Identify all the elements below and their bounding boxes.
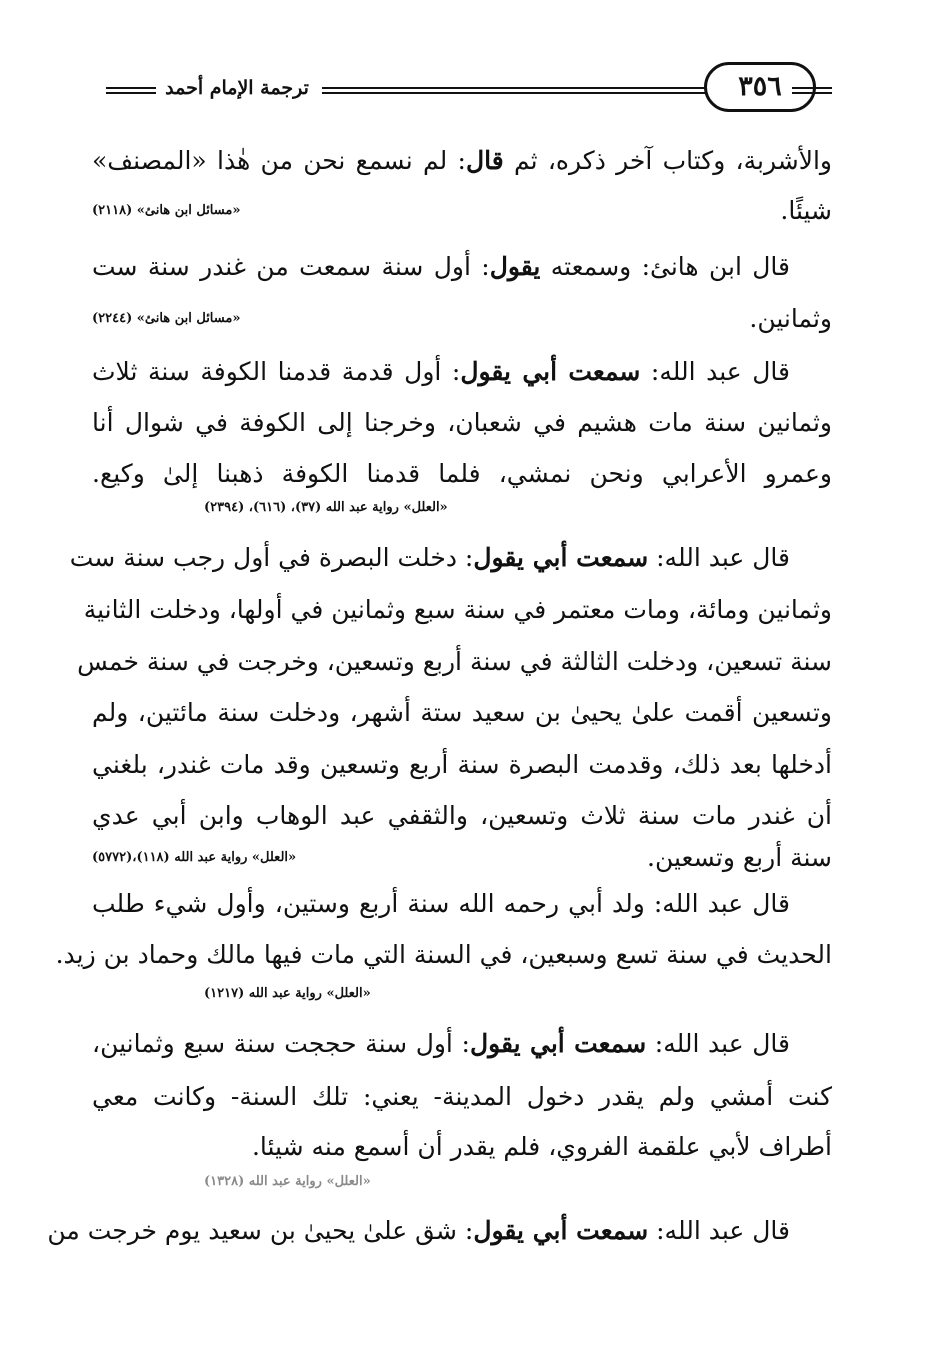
paragraph-6-line-3: أطراف لأبي علقمة الفروي، فلم يقدر أن أسمع منه شيئا. (251, 1132, 832, 1161)
paragraph-5-line-1: قال عبد الله: ولد أبي رحمه الله سنة أربع وستين، وأول شيء طلب (92, 889, 790, 918)
paragraph-7-line-1: قال عبد الله: سمعت أبي يقول: شق علىٰ يحيىٰ بن سعيد يوم خرجت من (47, 1216, 790, 1245)
paragraph-4-line-1: قال عبد الله: سمعت أبي يقول: دخلت البصرة في أول رجب سنة ست (69, 543, 790, 572)
paragraph-1-line-2: شيئًا. «مسائل ابن هانئ» (٢١١٨) (92, 182, 832, 240)
paragraph-3-source: «العلل» رواية عبد الله (٣٧)، (٦١٦)، (٢٣٩٤) (204, 500, 448, 515)
paragraph-4-line-6: أن غندر مات سنة ثلاث وتسعين، والثقفي عبد الوهاب وابن أبي عدي (92, 801, 832, 830)
paragraph-4-line-2: وثمانين ومائة، ومات معتمر في سنة سبع وثمانين في أولها، ودخلت الثانية (83, 595, 832, 624)
paragraph-2-line-1: قال ابن هانئ: وسمعته يقول: أول سنة سمعت من غندر سنة ست (92, 252, 790, 281)
page-body (47, 0, 833, 1345)
paragraph-4-line-4: وتسعين أقمت علىٰ يحيىٰ بن سعيد ستة أشهر، ودخلت سنة مائتين، ولم (92, 698, 832, 727)
paragraph-6-source: «العلل» رواية عبد الله (١٣٢٨) (204, 1174, 371, 1189)
paragraph-4-source: «العلل» رواية عبد الله (١١٨)،(٥٧٧٢) (92, 850, 297, 865)
paragraph-5-line-2: الحديث في سنة تسع وسبعين، في السنة التي مات فيها مالك وحماد بن زيد. (55, 940, 832, 969)
running-title: ترجمة الإمام أحمد (165, 77, 309, 99)
paragraph-5-source: «العلل» رواية عبد الله (١٢١٧) (204, 986, 371, 1001)
paragraph-1-line-1: والأشربة، وكتاب آخر ذكره، ثم قال: لم نسمع نحن من هٰذا «المصنف» (92, 146, 833, 175)
paragraph-2-source: «مسائل ابن هانئ» (٢٢٤٤) (92, 311, 241, 326)
paragraph-3-line-2: وثمانين سنة مات هشيم في شعبان، وخرجنا إلى الكوفة في شوال أنا (92, 408, 832, 437)
paragraph-1-source: «مسائل ابن هانئ» (٢١١٨) (92, 203, 241, 218)
paragraph-4-line-3: سنة تسعين، ودخلت الثالثة في سنة أربع وتسعين، وخرجت في سنة خمس (77, 647, 832, 676)
paragraph-4-line-7: سنة أربع وتسعين. «العلل» رواية عبد الله (١١٨)،(٥٧٧٢) (92, 829, 832, 887)
paragraph-6-line-1: قال عبد الله: سمعت أبي يقول: أول سنة حججت سنة سبع وثمانين، (92, 1029, 790, 1058)
paragraph-6-line-2: كنت أمشي ولم يقدر دخول المدينة- يعني: تلك السنة- وكانت معي (92, 1082, 832, 1111)
paragraph-3-line-3: وعمرو الأعرابي ونحن نمشي، فلما قدمنا الكوفة ذهبنا إلىٰ وكيع. (92, 459, 832, 488)
paragraph-2-line-2: وثمانين. «مسائل ابن هانئ» (٢٢٤٤) (92, 290, 832, 348)
paragraph-3-line-1: قال عبد الله: سمعت أبي يقول: أول قدمة قدمنا الكوفة سنة ثلاث (92, 357, 790, 386)
paragraph-4-line-5: أدخلها بعد ذلك، وقدمت البصرة سنة أربع وتسعين وقد مات غندر، بلغني (92, 750, 832, 779)
page-number: ٣٥٦ (738, 71, 782, 102)
